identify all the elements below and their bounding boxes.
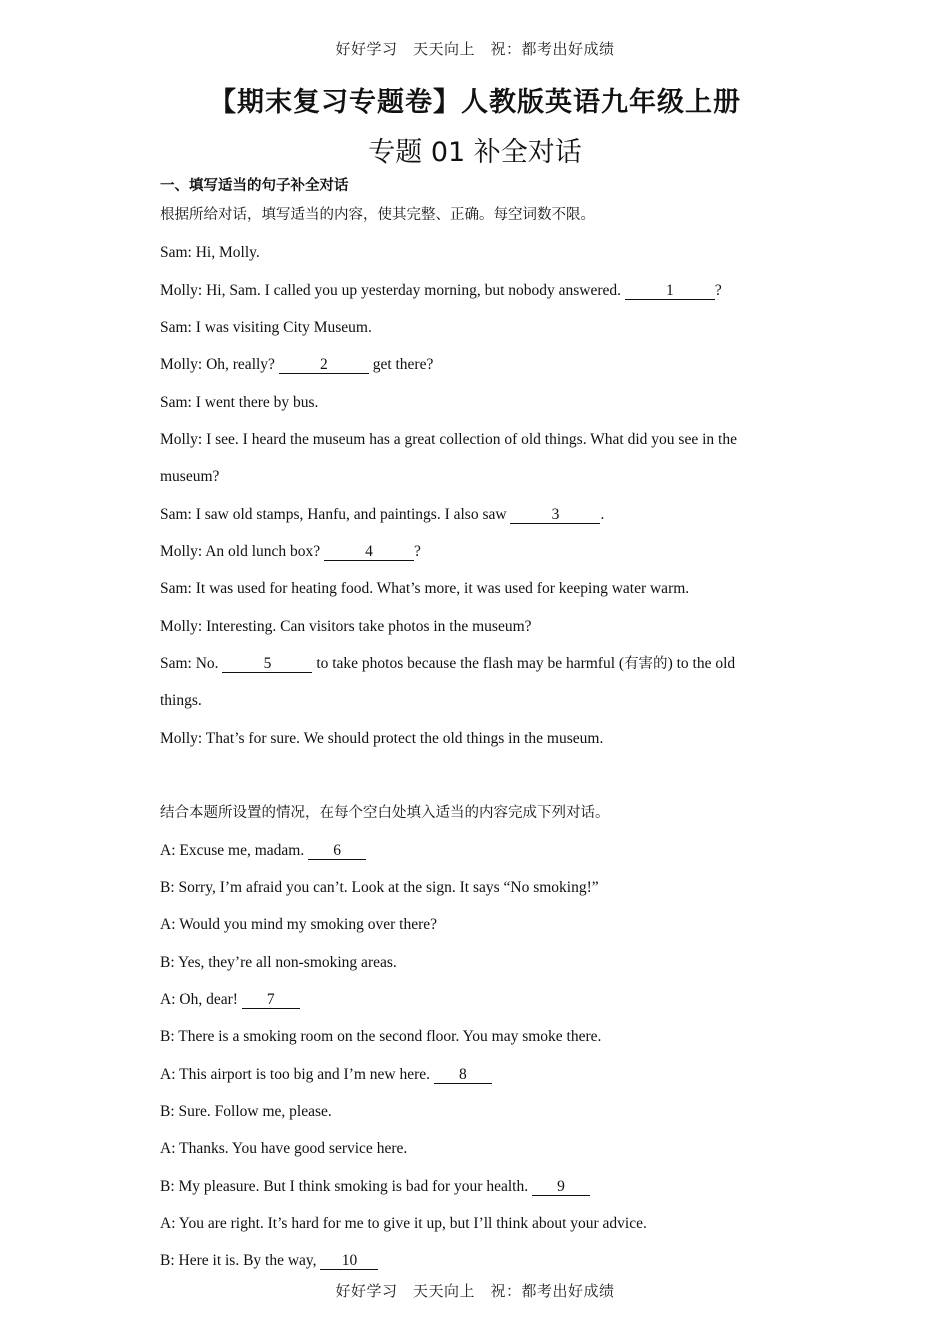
dialogue-line: Molly: Interesting. Can visitors take photos in the museum? (160, 618, 532, 635)
line-text: A: Oh, dear! (160, 991, 242, 1008)
line-text: get there? (368, 356, 434, 373)
line-text: Molly: Hi, Sam. I called you up yesterday morning, but nobody answered. (160, 282, 625, 299)
instruction-part1: 根据所给对话，填写适当的内容，使其完整、正确。每空词数不限。 (160, 207, 595, 223)
dialogue-line: B: Yes, they’re all non-smoking areas. (160, 954, 397, 971)
line-text: A: Excuse me, madam. (160, 842, 309, 859)
dialogue-line (160, 1065, 492, 1085)
line-text: Sam: I saw old stamps, Hanfu, and paintings. I also saw (160, 506, 511, 523)
answer-blank-5[interactable]: 5 (222, 656, 312, 673)
line-text: ? (714, 282, 722, 299)
dialogue-line: Sam: It was used for heating food. What’s more, it was used for keeping water warm. (160, 580, 690, 597)
dialogue-line: B: There is a smoking room on the second floor. You may smoke there. (160, 1028, 602, 1045)
answer-blank-8[interactable]: 8 (434, 1067, 492, 1084)
answer-blank-7[interactable]: 7 (242, 992, 300, 1009)
line-text: B: Here it is. By the way, (160, 1252, 321, 1269)
answer-blank-3[interactable]: 3 (510, 507, 600, 524)
dialogue-line: A: You are right. It’s hard for me to give it up, but I’ll think about your advice. (160, 1215, 647, 1232)
dialogue-line: A: Thanks. You have good service here. (160, 1140, 408, 1157)
dialogue-line: Molly: I see. I heard the museum has a great collection of old things. What did you see in the (160, 431, 737, 448)
instruction-part2: 结合本题所设置的情况，在每个空白处填入适当的内容完成下列对话。 (160, 805, 610, 821)
dialogue-line: B: Sure. Follow me, please. (160, 1103, 332, 1120)
dialogue-line (160, 281, 722, 301)
dialogue-line: B: Sorry, I’m afraid you can’t. Look at the sign. It says “No smoking!” (160, 879, 599, 896)
dialogue-line: Molly: That’s for sure. We should protect the old things in the museum. (160, 730, 604, 747)
dialogue-line (160, 355, 433, 375)
dialogue-line (160, 542, 421, 562)
document-subtitle: 专题 01 补全对话 (368, 137, 582, 168)
dialogue-line (160, 990, 300, 1010)
line-text: Sam: No. (160, 655, 223, 672)
line-text: Molly: An old lunch box? (160, 543, 325, 560)
line-text: to take photos because the flash may be harmful ( (312, 655, 625, 672)
dialogue-line (160, 841, 366, 861)
document-title: 【期末复习专题卷】人教版英语九年级上册 (209, 87, 741, 118)
answer-blank-6[interactable]: 6 (308, 843, 366, 860)
answer-blank-2[interactable]: 2 (279, 357, 369, 374)
dialogue-line: things. (160, 692, 202, 709)
dialogue-line (160, 505, 604, 525)
dialogue-line: Sam: I was visiting City Museum. (160, 319, 372, 336)
line-text: ) to the old (667, 655, 736, 672)
line-text: ? (414, 543, 421, 560)
dialogue-line (160, 1251, 378, 1271)
section-heading: 一、填写适当的句子补全对话 (160, 178, 349, 194)
line-text: Molly: Oh, really? (160, 356, 279, 373)
answer-blank-9[interactable]: 9 (532, 1179, 590, 1196)
line-text: A: This airport is too big and I’m new here. (160, 1066, 434, 1083)
dialogue-line: Sam: Hi, Molly. (160, 244, 260, 261)
answer-blank-10[interactable]: 10 (320, 1253, 378, 1270)
dialogue-line: A: Would you mind my smoking over there? (160, 916, 438, 933)
answer-blank-1[interactable]: 1 (625, 283, 715, 300)
page-header: 好好学习 天天向上 祝：都考出好成绩 (335, 40, 615, 58)
line-text-chinese: 有害的 (624, 656, 668, 672)
dialogue-line (160, 1177, 590, 1197)
line-text: B: My pleasure. But I think smoking is bad for your health. (160, 1178, 532, 1195)
dialogue-line: Sam: I went there by bus. (160, 394, 319, 411)
line-text: . (600, 506, 605, 523)
page-footer: 好好学习 天天向上 祝：都考出好成绩 (335, 1282, 615, 1300)
dialogue-line: museum? (160, 468, 220, 485)
answer-blank-4[interactable]: 4 (324, 544, 414, 561)
dialogue-line (160, 654, 735, 674)
